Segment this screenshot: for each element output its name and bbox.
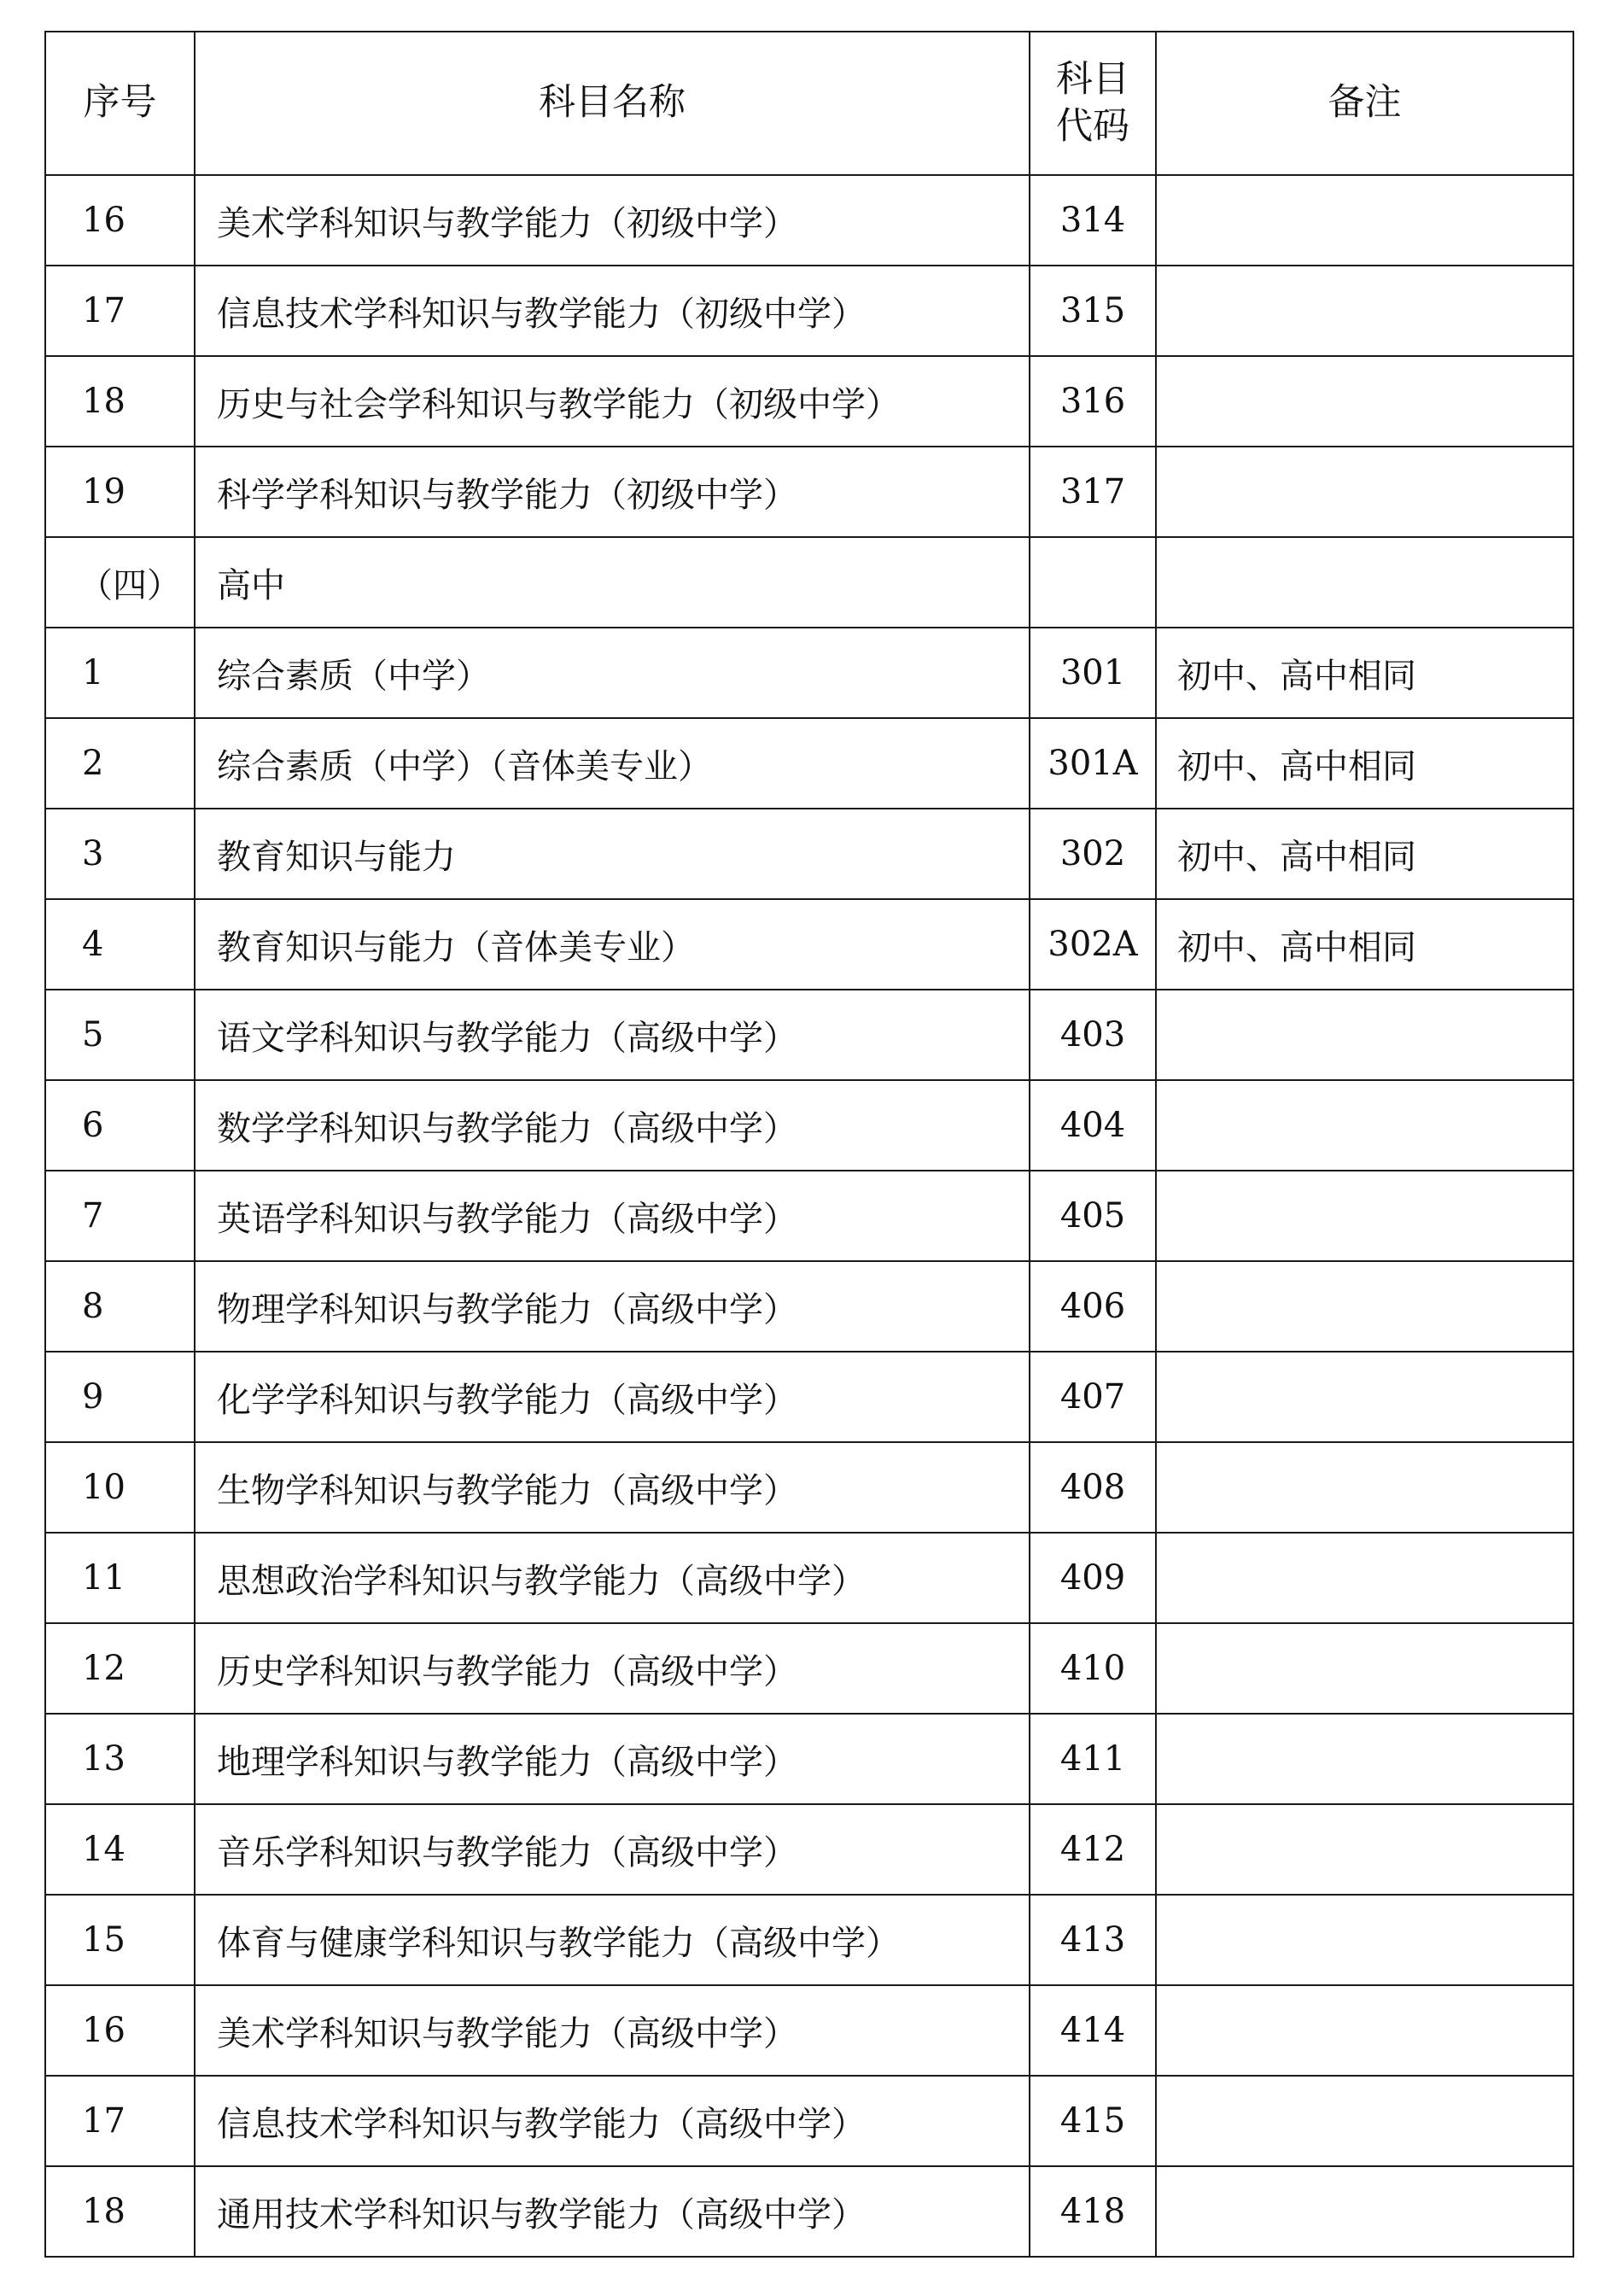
cell-subject-code: 411 [1030, 1714, 1156, 1804]
table-row [45, 1623, 1573, 1714]
cell-seq: 4 [45, 899, 195, 990]
cell-subject-code: 405 [1030, 1171, 1156, 1261]
table-row [45, 2076, 1573, 2166]
cell-seq: 1 [45, 628, 195, 718]
subject-table-page [44, 31, 1573, 2258]
cell-subject-code: 414 [1030, 1985, 1156, 2076]
cell-seq: 10 [45, 1442, 195, 1533]
table-row [45, 1080, 1573, 1171]
cell-note [1156, 2076, 1573, 2166]
table-row [45, 1442, 1573, 1533]
header-note: 备注 [1156, 32, 1573, 175]
cell-subject-code: 301 [1030, 628, 1156, 718]
cell-subject-name: 体育与健康学科知识与教学能力（高级中学） [195, 1895, 1030, 1985]
cell-subject-name: 语文学科知识与教学能力（高级中学） [195, 990, 1030, 1080]
table-row [45, 1714, 1573, 1804]
cell-seq: 19 [45, 447, 195, 537]
cell-note [1156, 1533, 1573, 1623]
cell-subject-name: 地理学科知识与教学能力（高级中学） [195, 1714, 1030, 1804]
cell-subject-name: 教育知识与能力（音体美专业） [195, 899, 1030, 990]
table-row [45, 1895, 1573, 1985]
cell-subject-name: 数学学科知识与教学能力（高级中学） [195, 1080, 1030, 1171]
cell-note: 初中、高中相同 [1156, 718, 1573, 809]
cell-subject-name: 通用技术学科知识与教学能力（高级中学） [195, 2166, 1030, 2257]
table-row [45, 718, 1573, 809]
table-body [45, 175, 1573, 2257]
table-row [45, 1171, 1573, 1261]
table-row [45, 628, 1573, 718]
cell-note [1156, 266, 1573, 356]
cell-subject-code: 412 [1030, 1804, 1156, 1895]
cell-subject-code: 403 [1030, 990, 1156, 1080]
cell-subject-name: 思想政治学科知识与教学能力（高级中学） [195, 1533, 1030, 1623]
cell-seq: 16 [45, 175, 195, 266]
cell-subject-name: 生物学科知识与教学能力（高级中学） [195, 1442, 1030, 1533]
header-subject-code-line2: 代码 [1056, 105, 1129, 148]
cell-seq: 9 [45, 1352, 195, 1442]
cell-note [1156, 1171, 1573, 1261]
cell-subject-code: 408 [1030, 1442, 1156, 1533]
cell-subject-code: 409 [1030, 1533, 1156, 1623]
table-row [45, 175, 1573, 266]
table-row [45, 899, 1573, 990]
table-row [45, 1804, 1573, 1895]
cell-subject-code: 302A [1030, 899, 1156, 990]
cell-subject-name: 美术学科知识与教学能力（高级中学） [195, 1985, 1030, 2076]
cell-seq: 18 [45, 356, 195, 447]
cell-seq: 14 [45, 1804, 195, 1895]
cell-subject-code: 301A [1030, 718, 1156, 809]
cell-seq: 7 [45, 1171, 195, 1261]
table-row [45, 1261, 1573, 1352]
cell-note [1156, 1985, 1573, 2076]
cell-note [1156, 1261, 1573, 1352]
table-row [45, 1352, 1573, 1442]
table-row [45, 266, 1573, 356]
cell-note [1156, 1623, 1573, 1714]
cell-subject-code: 418 [1030, 2166, 1156, 2257]
header-subject-code-line1: 科目 [1056, 57, 1129, 101]
cell-subject-code: 413 [1030, 1895, 1156, 1985]
cell-subject-name: 综合素质（中学） [195, 628, 1030, 718]
cell-note [1156, 1895, 1573, 1985]
subject-table [44, 31, 1574, 2258]
cell-subject-code: 316 [1030, 356, 1156, 447]
cell-note [1156, 537, 1573, 628]
cell-subject-name: 信息技术学科知识与教学能力（初级中学） [195, 266, 1030, 356]
cell-subject-code: 317 [1030, 447, 1156, 537]
cell-note [1156, 175, 1573, 266]
table-header-row [45, 32, 1573, 175]
cell-seq: 12 [45, 1623, 195, 1714]
cell-subject-name: 综合素质（中学）（音体美专业） [195, 718, 1030, 809]
cell-seq: 6 [45, 1080, 195, 1171]
section-row [45, 537, 1573, 628]
cell-subject-code: 406 [1030, 1261, 1156, 1352]
cell-subject-code: 302 [1030, 809, 1156, 899]
cell-subject-name: 科学学科知识与教学能力（初级中学） [195, 447, 1030, 537]
cell-note [1156, 1804, 1573, 1895]
cell-subject-code: 315 [1030, 266, 1156, 356]
cell-subject-name: 教育知识与能力 [195, 809, 1030, 899]
cell-subject-name: 物理学科知识与教学能力（高级中学） [195, 1261, 1030, 1352]
cell-seq: 3 [45, 809, 195, 899]
cell-seq: 18 [45, 2166, 195, 2257]
cell-subject-name: 历史与社会学科知识与教学能力（初级中学） [195, 356, 1030, 447]
table-row [45, 1533, 1573, 1623]
table-row [45, 356, 1573, 447]
cell-subject-code: 415 [1030, 2076, 1156, 2166]
cell-subject-code: 410 [1030, 1623, 1156, 1714]
cell-subject-name: 化学学科知识与教学能力（高级中学） [195, 1352, 1030, 1442]
cell-note [1156, 1714, 1573, 1804]
cell-note [1156, 1352, 1573, 1442]
cell-subject-name: 音乐学科知识与教学能力（高级中学） [195, 1804, 1030, 1895]
header-subject-code [1030, 32, 1156, 175]
cell-seq: 16 [45, 1985, 195, 2076]
cell-note [1156, 2166, 1573, 2257]
table-row [45, 2166, 1573, 2257]
cell-note: 初中、高中相同 [1156, 628, 1573, 718]
cell-seq: 17 [45, 2076, 195, 2166]
cell-note [1156, 356, 1573, 447]
cell-seq: 2 [45, 718, 195, 809]
cell-seq: 5 [45, 990, 195, 1080]
cell-subject-code [1030, 537, 1156, 628]
cell-seq: 11 [45, 1533, 195, 1623]
header-subject-name: 科目名称 [195, 32, 1030, 175]
cell-seq: 17 [45, 266, 195, 356]
cell-subject-name: 英语学科知识与教学能力（高级中学） [195, 1171, 1030, 1261]
cell-subject-name: 高中 [195, 537, 1030, 628]
cell-note [1156, 990, 1573, 1080]
cell-seq: 13 [45, 1714, 195, 1804]
cell-note: 初中、高中相同 [1156, 899, 1573, 990]
cell-note: 初中、高中相同 [1156, 809, 1573, 899]
cell-seq: 8 [45, 1261, 195, 1352]
cell-subject-code: 314 [1030, 175, 1156, 266]
cell-note [1156, 1080, 1573, 1171]
table-row [45, 447, 1573, 537]
cell-subject-name: 历史学科知识与教学能力（高级中学） [195, 1623, 1030, 1714]
cell-seq: （四） [45, 537, 195, 628]
header-seq: 序号 [45, 32, 195, 175]
cell-subject-code: 404 [1030, 1080, 1156, 1171]
table-row [45, 809, 1573, 899]
table-row [45, 990, 1573, 1080]
cell-subject-code: 407 [1030, 1352, 1156, 1442]
cell-seq: 15 [45, 1895, 195, 1985]
table-row [45, 1985, 1573, 2076]
cell-subject-name: 信息技术学科知识与教学能力（高级中学） [195, 2076, 1030, 2166]
cell-note [1156, 1442, 1573, 1533]
cell-subject-name: 美术学科知识与教学能力（初级中学） [195, 175, 1030, 266]
cell-note [1156, 447, 1573, 537]
